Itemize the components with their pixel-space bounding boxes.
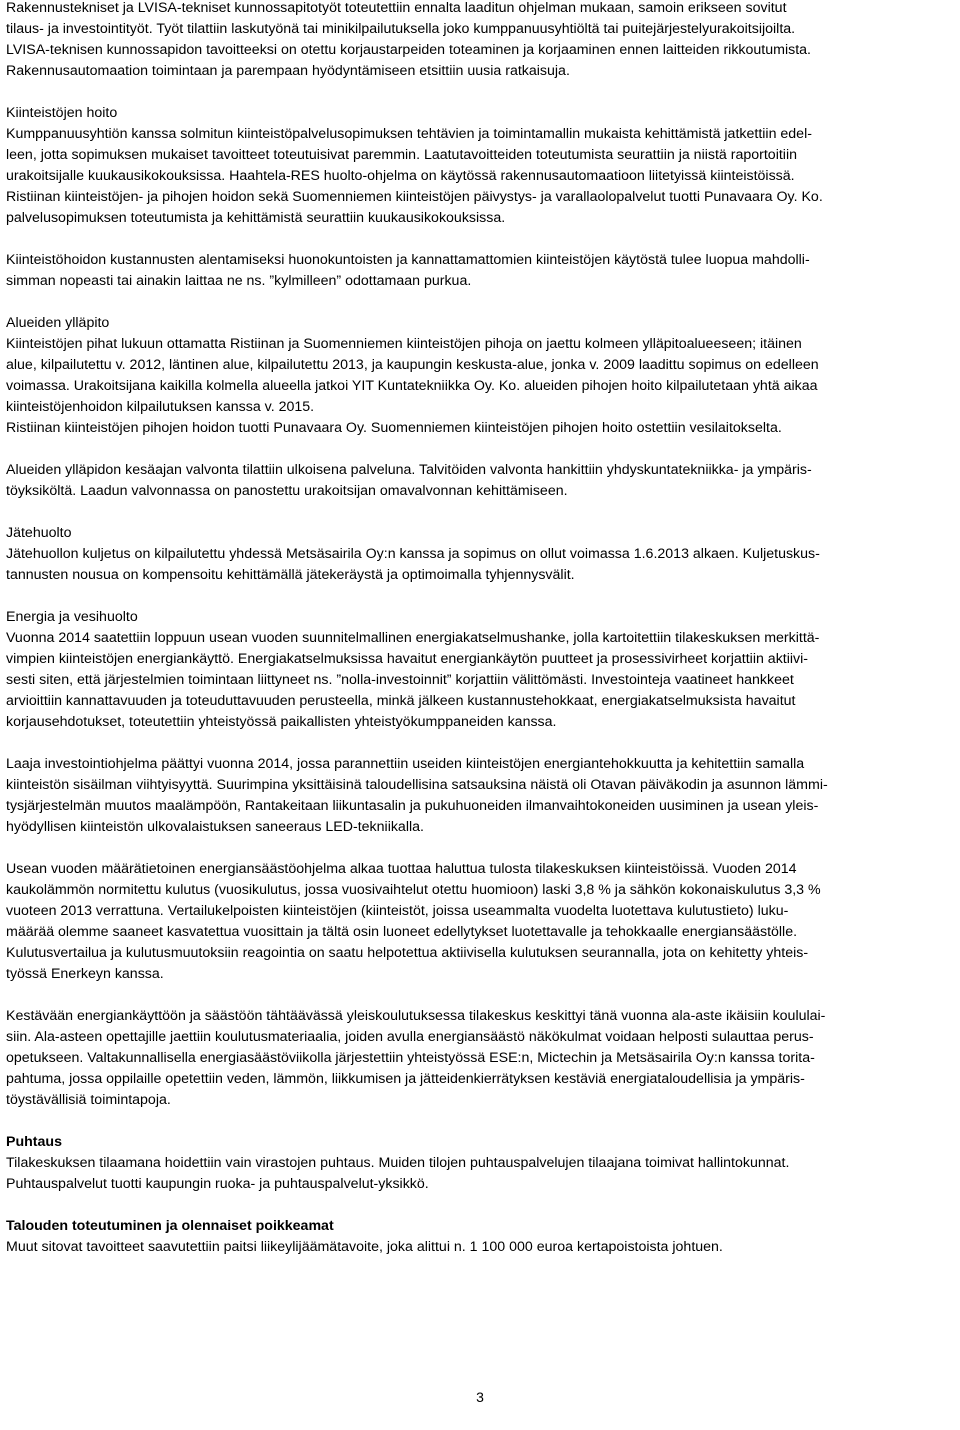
text-line: Jätehuollon kuljetus on kilpailutettu yhdessä Metsäsairila Oy:n kanssa ja sopimus on ollut voimassa 1.6.2013 alkaen. Kuljetuskus-	[6, 546, 820, 562]
text-line: kaukolämmön normitettu kulutus (vuosikulutus, jossa vuosivaihtelut otettu huomioon) laski 3,8 % ja sähkön kokonaiskulutus 3,3 %	[6, 882, 821, 898]
text-line: Kiinteistöhoidon kustannusten alentamiseksi huonokuntoisten ja kannattamattomien kiinteistöjen käytöstä tulee luopua mahdolli-	[6, 252, 810, 268]
paragraph	[6, 334, 954, 439]
section-heading-talous: Talouden toteutuminen ja olennaiset poikkeamat	[6, 1218, 334, 1234]
text-line: palvelusopimuksen toteutumista ja kehittämistä seurattiin kuukausikokouksissa.	[6, 210, 506, 226]
text-line: leen, jotta sopimuksen mukaiset tavoitteet toteutuisivat paremmin. Laatutavoitteiden toteutumista seurattiin ja niistä raportoitiin	[6, 147, 797, 163]
text-line: LVISA-teknisen kunnossapidon tavoitteeksi on otettu korjaustarpeiden toteaminen ja korjaaminen ennen laitteiden rikkoutumista.	[6, 42, 811, 58]
text-line: tannusten nousua on kompensoitu kehittämällä jätekeräystä ja optimoimalla tyhjennysvälit.	[6, 567, 575, 583]
text-line: Rakennusautomaation toimintaan ja parempaan hyödyntämiseen etsittiin uusia ratkaisuja.	[6, 63, 570, 79]
text-line: Puhtauspalvelut tuotti kaupungin ruoka- ja puhtauspalvelut-yksikkö.	[6, 1176, 429, 1192]
paragraph	[6, 544, 954, 586]
section-heading-alueiden-yllapito: Alueiden ylläpito	[6, 315, 110, 331]
text-line: kiinteistön sisäilman viihtyisyyttä. Suurimpina yksittäisinä taloudellisina satsauksina näistä oli Otavan päiväkodin ja asunnon lämmi-	[6, 777, 828, 793]
intro-paragraph	[6, 0, 954, 82]
text-line: siin. Ala-asteen opettajille jaettiin koulutusmateriaalia, joiden avulla energiansäästö näkökulmat voidaan helposti sulauttaa perus-	[6, 1029, 814, 1045]
text-line: määrää olemme saaneet kasvatettua vuosittain ja tältä osin luoneet edellytykset luotettavalle ja tehokkaalle energiansäästölle.	[6, 924, 798, 940]
section-heading-kiinteistojen-hoito: Kiinteistöjen hoito	[6, 105, 118, 121]
text-line: simman nopeasti tai ainakin laittaa ne ns. ”kylmilleen” odottamaan purkua.	[6, 273, 472, 289]
text-line: pahtuma, jossa oppilaille opetettiin veden, lämmön, liikkumisen ja jätteidenkierrätyksen kestäviä energiataloudellisia ja ympäris-	[6, 1071, 805, 1087]
text-line: opetukseen. Valtakunnallisella energiasäästöviikolla järjestettiin yhteistyössä ESE:n, Mictechin ja Metsäsairila Oy:n kanssa torita-	[6, 1050, 815, 1066]
text-line: vuoteen 2013 verrattuna. Vertailukelpoisten kiinteistöjen (kiinteistöt, joissa useammalta vuodelta luotettava kulutustieto) luku-	[6, 903, 789, 919]
paragraph	[6, 1237, 954, 1258]
text-line: Usean vuoden määrätietoinen energiansäästöohjelma alkaa tuottaa haluttua tulosta tilakeskuksen kiinteistöissä. Vuoden 2014	[6, 861, 797, 877]
text-line: Rakennustekniset ja LVISA-tekniset kunnossapitotyöt toteutettiin ennalta laaditun ohjelman mukaan, samoin erikseen sovitut	[6, 0, 787, 16]
page-number: 3	[476, 1389, 484, 1405]
text-line: vimpien kiinteistöjen energiankäyttö. Energiakatselmuksissa havaitut energiankäytön puutteet ja prosessivirheet korjattiin aktiivi-	[6, 651, 809, 667]
text-line: sesti siten, että järjestelmien toimintaan liittyneet ns. ”nolla-investoinnit” korjattiin välittömästi. Investointeja vaatineet hankkeet	[6, 672, 794, 688]
text-line: töystävällisiä toimintapoja.	[6, 1092, 171, 1108]
paragraph	[6, 460, 954, 502]
text-line: Ristiinan kiinteistöjen- ja pihojen hoidon sekä Suomenniemen kiinteistöjen päivystys- ja varallaolopalvelut tuotti Punavaara Oy. Ko.	[6, 189, 823, 205]
text-line: Laaja investointiohjelma päättyi vuonna 2014, jossa parannettiin useiden kiinteistöjen energiantehokkuutta ja kehitettiin samalla	[6, 756, 805, 772]
text-line: Ristiinan kiinteistöjen pihojen hoidon tuotti Punavaara Oy. Suomenniemen kiinteistöjen pihojen hoito ostettiin vesilaitokselta.	[6, 420, 782, 436]
text-line: arvioittiin kannattavuuden ja toteuduttavuuden perusteella, minkä jälkeen kustannustehokkaat, energiakatselmuksista havaitut	[6, 693, 796, 709]
text-line: Tilakeskuksen tilaamana hoidettiin vain virastojen puhtaus. Muiden tilojen puhtauspalvelujen tilaajana toimivat hallintokunnat.	[6, 1155, 790, 1171]
document-page	[6, 0, 954, 1258]
section-heading-jatehuolto: Jätehuolto	[6, 525, 72, 541]
text-line: tysjärjestelmän muutos maalämpöön, Rantakeitaan liikuntasalin ja pukuhuoneiden ilmanvaihtokoneiden uusiminen ja usean yleis-	[6, 798, 819, 814]
text-line: Alueiden ylläpidon kesäajan valvonta tilattiin ulkoisena palveluna. Talvitöiden valvonta hankittiin yhdyskuntatekniikka- ja ympäris-	[6, 462, 812, 478]
paragraph	[6, 859, 954, 985]
text-line: kiinteistöjenhoidon kilpailutuksen kanssa v. 2015.	[6, 399, 315, 415]
paragraph	[6, 250, 954, 292]
text-line: voimassa. Urakoitsijana kaikilla kolmella alueella jatkoi YIT Kuntatekniikka Oy. Ko. alueiden pihojen hoito kilpailutetaan yhtä aikaa	[6, 378, 818, 394]
text-line: hyödyllisen kiinteistön ulkovalaistuksen saneeraus LED-tekniikalla.	[6, 819, 424, 835]
paragraph	[6, 628, 954, 733]
paragraph	[6, 754, 954, 838]
text-line: työssä Enerkeyn kanssa.	[6, 966, 164, 982]
paragraph	[6, 124, 954, 229]
text-line: Muut sitovat tavoitteet saavutettiin paitsi liikeylijäämätavoite, joka alittui n. 1 100 000 euroa kertapoistoista johtuen.	[6, 1239, 723, 1255]
text-line: urakoitsijalle kuukausikokouksissa. Haahtela-RES huolto-ohjelma on käytössä rakennusautomaatioon liitetyissä kiinteistöissä.	[6, 168, 795, 184]
section-heading-energia: Energia ja vesihuolto	[6, 609, 138, 625]
paragraph	[6, 1006, 954, 1111]
text-line: Vuonna 2014 saatettiin loppuun usean vuoden suunnitelmallinen energiakatselmushanke, jolla kartoitettiin tilakeskuksen merkittä-	[6, 630, 820, 646]
text-line: Kulutusvertailua ja kulutusmuutoksiin reagointia on saatu helpotettua aktiivisella kulutuksen seurannalla, jota on kehitetty yhteis-	[6, 945, 809, 961]
paragraph	[6, 1153, 954, 1195]
text-line: tilaus- ja investointityöt. Työt tilattiin laskutyönä tai minikilpailutuksella joko kumppanuusyhtiöltä tai puitejärjestelyurakoitsijoilta.	[6, 21, 796, 37]
section-heading-puhtaus: Puhtaus	[6, 1134, 62, 1150]
text-line: korjausehdotukset, toteutettiin yhteistyössä paikallisten yhteistyökumppaneiden kanssa.	[6, 714, 557, 730]
text-line: töyksiköltä. Laadun valvonnassa on panostettu urakoitsijan omavalvonnan kehittämiseen.	[6, 483, 568, 499]
text-line: Kumppanuusyhtiön kanssa solmitun kiinteistöpalvelusopimuksen tehtävien ja toimintamallin mukaista kehittämistä jatkettiin edel-	[6, 126, 812, 142]
text-line: Kiinteistöjen pihat lukuun ottamatta Ristiinan ja Suomenniemen kiinteistöjen pihoja on jaettu kolmeen ylläpitoalueeseen; itäinen	[6, 336, 802, 352]
text-line: alue, kilpailutettu v. 2012, läntinen alue, kilpailutettu 2013, ja kaupungin keskusta-alue, jonka v. 2009 laadittu sopimus on edelleen	[6, 357, 819, 373]
text-line: Kestävään energiankäyttöön ja säästöön tähtäävässä yleiskoulutuksessa tilakeskus keskittyi tänä vuonna ala-aste ikäisiin koululai-	[6, 1008, 826, 1024]
